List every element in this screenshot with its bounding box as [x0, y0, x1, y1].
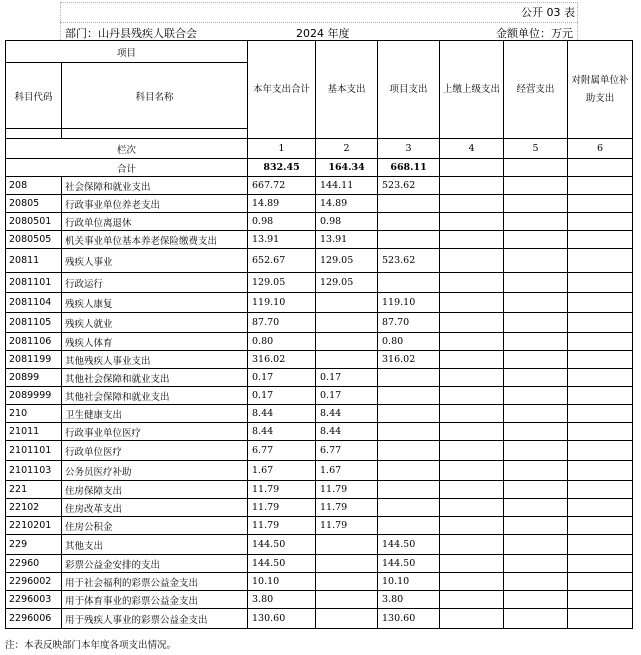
sum-basic: 164.34: [316, 159, 378, 177]
row-code: 20899: [6, 369, 62, 387]
header-item: 项目: [6, 41, 248, 63]
row-name: 行政单位医疗: [62, 441, 248, 461]
header-code: 科目代码: [6, 63, 62, 129]
row-project: [378, 481, 440, 499]
row-name: 残疾人就业: [62, 313, 248, 333]
row-project: [378, 195, 440, 213]
row-basic: [316, 333, 378, 351]
row-basic: [316, 555, 378, 573]
table-row: [6, 555, 633, 573]
row-basic: 11.79: [316, 499, 378, 517]
table-row: [6, 313, 633, 333]
row-basic: [316, 591, 378, 609]
row-code: 2081106: [6, 333, 62, 351]
row-basic: 144.11: [316, 177, 378, 195]
row-project: [378, 387, 440, 405]
row-name: 住房公积金: [62, 517, 248, 535]
row-code: 2296003: [6, 591, 62, 609]
row-code: 229: [6, 535, 62, 555]
table-row: [6, 405, 633, 423]
row-project: 523.62: [378, 177, 440, 195]
header-project: 项目支出: [378, 41, 440, 139]
row-total: 316.02: [248, 351, 316, 369]
row-total: 11.79: [248, 517, 316, 535]
expenditure-table: [5, 40, 633, 629]
row-basic: [316, 609, 378, 629]
row-basic: 14.89: [316, 195, 378, 213]
header-name: 科目名称: [62, 63, 248, 129]
row-total: 129.05: [248, 273, 316, 293]
sum-label: 合计: [6, 159, 248, 177]
row-code: 2081199: [6, 351, 62, 369]
row-name: 机关事业单位基本养老保险缴费支出: [62, 231, 248, 249]
row-total: 652.67: [248, 249, 316, 273]
row-code: 20811: [6, 249, 62, 273]
table-row: [6, 481, 633, 499]
row-code: 2080505: [6, 231, 62, 249]
row-code: 22960: [6, 555, 62, 573]
row-name: 行政运行: [62, 273, 248, 293]
row-basic: 6.77: [316, 441, 378, 461]
title-bar: [60, 2, 578, 22]
row-basic: [316, 535, 378, 555]
sum-row: [6, 159, 633, 177]
row-name: 住房改革支出: [62, 499, 248, 517]
row-project: [378, 273, 440, 293]
row-total: 3.80: [248, 591, 316, 609]
row-code: 2081101: [6, 273, 62, 293]
row-project: [378, 441, 440, 461]
row-project: 316.02: [378, 351, 440, 369]
header-upper: 上缴上级支出: [440, 41, 504, 139]
table-row: [6, 461, 633, 481]
header-business: 经营支出: [504, 41, 568, 139]
row-project: 523.62: [378, 249, 440, 273]
table-row: [6, 387, 633, 405]
row-code: 208: [6, 177, 62, 195]
row-total: 0.98: [248, 213, 316, 231]
row-code: 221: [6, 481, 62, 499]
header-total: 本年支出合计: [248, 41, 316, 139]
table-row: [6, 293, 633, 313]
header-basic: 基本支出: [316, 41, 378, 139]
table-row: [6, 351, 633, 369]
sum-total: 832.45: [248, 159, 316, 177]
row-basic: 8.44: [316, 405, 378, 423]
row-name: 彩票公益金安排的支出: [62, 555, 248, 573]
row-code: 2081105: [6, 313, 62, 333]
row-code: 20805: [6, 195, 62, 213]
table-row: [6, 573, 633, 591]
seq-label: 栏次: [6, 139, 248, 159]
row-basic: [316, 351, 378, 369]
table-row: [6, 231, 633, 249]
row-total: 0.80: [248, 333, 316, 351]
row-code: 2080501: [6, 213, 62, 231]
row-total: 11.79: [248, 499, 316, 517]
row-total: 8.44: [248, 423, 316, 441]
row-project: 130.60: [378, 609, 440, 629]
row-name: 其他社会保障和就业支出: [62, 369, 248, 387]
row-name: 行政事业单位医疗: [62, 423, 248, 441]
table-row: [6, 441, 633, 461]
seq-cell: 3: [378, 139, 440, 159]
row-project: 0.80: [378, 333, 440, 351]
table-row: [6, 369, 633, 387]
row-project: 10.10: [378, 573, 440, 591]
row-name: 其他支出: [62, 535, 248, 555]
row-project: 87.70: [378, 313, 440, 333]
row-total: 130.60: [248, 609, 316, 629]
table-row: [6, 195, 633, 213]
row-name: 公务员医疗补助: [62, 461, 248, 481]
sum-project: 668.11: [378, 159, 440, 177]
row-total: 11.79: [248, 481, 316, 499]
row-project: [378, 517, 440, 535]
row-total: 14.89: [248, 195, 316, 213]
row-name: 用于社会福利的彩票公益金支出: [62, 573, 248, 591]
row-project: [378, 369, 440, 387]
row-name: 住房保障支出: [62, 481, 248, 499]
row-basic: 0.17: [316, 369, 378, 387]
row-name: 用于体育事业的彩票公益金支出: [62, 591, 248, 609]
table-row: [6, 333, 633, 351]
row-total: 10.10: [248, 573, 316, 591]
row-basic: 11.79: [316, 481, 378, 499]
row-code: 21011: [6, 423, 62, 441]
row-code: 2296006: [6, 609, 62, 629]
department-label: 部门：山丹县残疾人联合会: [65, 27, 197, 40]
row-basic: 0.98: [316, 213, 378, 231]
footnote: 注：本表反映部门本年度各项支出情况。: [5, 640, 177, 651]
row-total: 0.17: [248, 369, 316, 387]
row-project: [378, 213, 440, 231]
table-row: [6, 249, 633, 273]
row-name: 行政事业单位养老支出: [62, 195, 248, 213]
row-project: [378, 499, 440, 517]
seq-row: [6, 139, 633, 159]
row-name: 用于残疾人事业的彩票公益金支出: [62, 609, 248, 629]
row-name: 残疾人康复: [62, 293, 248, 313]
unit-label: 金额单位：万元: [496, 27, 573, 40]
table-row: [6, 609, 633, 629]
table-row: [6, 591, 633, 609]
table-row: [6, 177, 633, 195]
seq-cell: 1: [248, 139, 316, 159]
row-total: 87.70: [248, 313, 316, 333]
seq-cell: 2: [316, 139, 378, 159]
row-name: 残疾人体育: [62, 333, 248, 351]
year-label: 2024 年度: [296, 27, 350, 40]
row-code: 2210201: [6, 517, 62, 535]
row-total: 667.72: [248, 177, 316, 195]
row-basic: 0.17: [316, 387, 378, 405]
table-row: [6, 499, 633, 517]
row-project: 119.10: [378, 293, 440, 313]
seq-cell: 4: [440, 139, 504, 159]
row-total: 1.67: [248, 461, 316, 481]
row-basic: 13.91: [316, 231, 378, 249]
form-number: 公开 03 表: [521, 6, 575, 19]
row-basic: 8.44: [316, 423, 378, 441]
row-total: 144.50: [248, 555, 316, 573]
row-basic: [316, 313, 378, 333]
row-basic: 11.79: [316, 517, 378, 535]
row-code: 210: [6, 405, 62, 423]
row-total: 119.10: [248, 293, 316, 313]
row-name: 行政单位离退休: [62, 213, 248, 231]
meta-bar: [60, 22, 578, 40]
row-project: 3.80: [378, 591, 440, 609]
row-project: [378, 405, 440, 423]
row-name: 其他残疾人事业支出: [62, 351, 248, 369]
row-basic: 129.05: [316, 249, 378, 273]
row-total: 13.91: [248, 231, 316, 249]
row-project: [378, 423, 440, 441]
row-code: 2101101: [6, 441, 62, 461]
row-code: 2081104: [6, 293, 62, 313]
row-total: 144.50: [248, 535, 316, 555]
row-code: 22102: [6, 499, 62, 517]
row-name: 其他社会保障和就业支出: [62, 387, 248, 405]
table-row: [6, 213, 633, 231]
row-project: 144.50: [378, 535, 440, 555]
table-row: [6, 423, 633, 441]
row-total: 8.44: [248, 405, 316, 423]
row-name: 社会保障和就业支出: [62, 177, 248, 195]
row-basic: [316, 293, 378, 313]
row-total: 6.77: [248, 441, 316, 461]
table-row: [6, 517, 633, 535]
row-name: 残疾人事业: [62, 249, 248, 273]
row-code: 2296002: [6, 573, 62, 591]
row-project: [378, 231, 440, 249]
row-basic: 1.67: [316, 461, 378, 481]
table-row: [6, 535, 633, 555]
header-subsidy: 对附属单位补助支出: [568, 41, 633, 139]
seq-cell: 6: [568, 139, 633, 159]
seq-cell: 5: [504, 139, 568, 159]
row-basic: 129.05: [316, 273, 378, 293]
table-row: [6, 273, 633, 293]
row-name: 卫生健康支出: [62, 405, 248, 423]
row-basic: [316, 573, 378, 591]
row-project: [378, 461, 440, 481]
row-total: 0.17: [248, 387, 316, 405]
row-code: 2101103: [6, 461, 62, 481]
row-code: 2089999: [6, 387, 62, 405]
row-project: 144.50: [378, 555, 440, 573]
